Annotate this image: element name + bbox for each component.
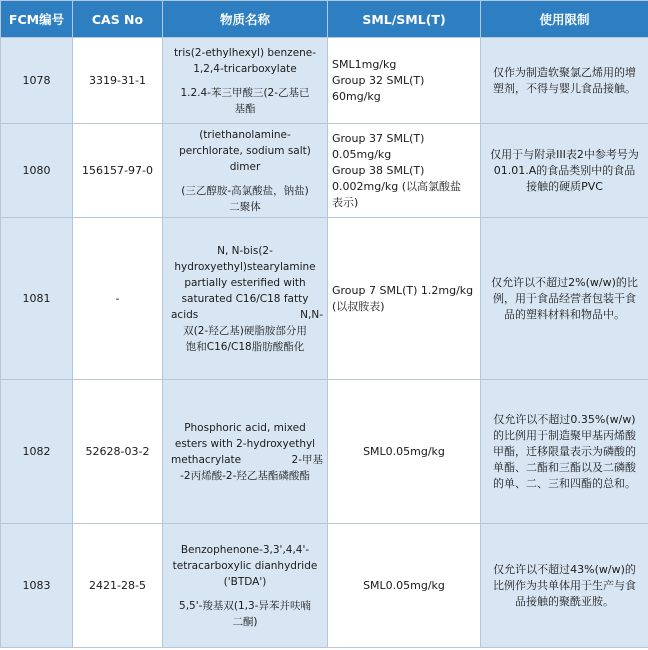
name-en-line: Benzophenone-3,3',4,4'-: [180, 543, 310, 556]
header-restrictions: 使用限制: [481, 1, 648, 38]
restriction-cell: 仅用于与附录III表2中参考号为01.01.A的食品类别中的食品接触的硬质PVC: [481, 124, 648, 218]
table-header-row: [1, 1, 648, 38]
sml-cell: [328, 380, 481, 524]
table-row: [1, 380, 648, 524]
name-en-line: (triethanolamine-: [199, 128, 291, 141]
name-en-line: 1,2,4-tricarboxylate: [193, 62, 297, 75]
name-en-line: N, N-bis(2-: [217, 244, 273, 257]
sml-line: SML0.05mg/kg: [363, 578, 445, 592]
substance-name-cell: [163, 124, 328, 218]
fcm-number-cell: 1081: [1, 218, 73, 380]
table-row: [1, 524, 648, 648]
sml-line: 60mg/kg: [332, 89, 381, 103]
substance-name-cell: [163, 38, 328, 124]
sml-line: Group 32 SML(T): [332, 73, 425, 87]
fcm-number-cell: 1080: [1, 124, 73, 218]
cas-number-cell: 2421-28-5: [73, 524, 163, 648]
name-en-line: hydroxyethyl)stearylamine: [174, 260, 316, 273]
sml-line: 表示): [332, 195, 359, 209]
fcm-number-cell: 1083: [1, 524, 73, 648]
substance-name-cell: [163, 218, 328, 380]
fcm-number-cell: 1078: [1, 38, 73, 124]
name-en-line: ('BTDA'): [223, 575, 267, 588]
sml-line: 0.05mg/kg: [332, 147, 392, 161]
name-en-line: perchlorate, sodium salt): [179, 144, 311, 157]
table-row: [1, 38, 648, 124]
sml-line: 0.002mg/kg (以高氯酸盐: [332, 179, 462, 193]
header-cas-number: CAS No: [73, 1, 163, 38]
name-en-line: tris(2-ethylhexyl) benzene-: [173, 46, 317, 59]
name-en-line: tetracarboxylic dianhydride: [172, 559, 318, 572]
cas-number-cell: 3319-31-1: [73, 38, 163, 124]
name-tail: 2-甲基: [291, 453, 323, 466]
name-en-line: Phosphoric acid, mixed: [184, 421, 306, 434]
sml-line: Group 37 SML(T): [332, 131, 425, 145]
name-en-line: methacrylate 2-甲基: [171, 453, 323, 466]
name-cn-line: 双(2-羟乙基)硬脂胺部分用: [183, 324, 307, 337]
sml-line: Group 38 SML(T): [332, 163, 425, 177]
sml-cell: [328, 218, 481, 380]
cas-number-cell: -: [73, 218, 163, 380]
substance-name-cell: [163, 380, 328, 524]
name-en-line: saturated C16/C18 fatty: [181, 292, 309, 305]
sml-cell: [328, 124, 481, 218]
restriction-cell: 仅允许以不超过0.35%(w/w)的比例用于制造聚甲基丙烯酸甲酯，迁移限量表示为磷酸的单酯、二酯和三酯以及二磷酸的单、二、三和四酯的总和。: [481, 380, 648, 524]
cas-number-cell: 156157-97-0: [73, 124, 163, 218]
name-tail: N,N-: [300, 308, 323, 321]
name-en-line: dimer: [229, 160, 261, 173]
sml-line: (以叔胺表): [332, 299, 385, 313]
name-cn-line: 1.2.4-苯三甲酸三(2-乙基已: [180, 86, 310, 99]
name-cn-line: 饱和C16/C18脂肪酸酯化: [185, 340, 305, 353]
sml-line: SML1mg/kg: [332, 57, 397, 71]
header-sml: SML/SML(T): [328, 1, 481, 38]
name-cn-line: 二酮): [232, 615, 258, 628]
name-cn-line: -2丙烯酸-2-羟乙基酯磷酸酯: [180, 469, 310, 482]
sml-line: SML0.05mg/kg: [363, 444, 445, 458]
table-row: [1, 124, 648, 218]
name-en-line: esters with 2-hydroxyethyl: [174, 437, 316, 450]
cas-number-cell: 52628-03-2: [73, 380, 163, 524]
sml-line: Group 7 SML(T) 1.2mg/kg: [332, 283, 474, 297]
name-en-line: acids N,N-: [171, 308, 323, 321]
sml-cell: [328, 524, 481, 648]
name-cn-line: 基酯: [234, 102, 256, 115]
sml-cell: [328, 38, 481, 124]
table-row: [1, 218, 648, 380]
substance-name-cell: [163, 524, 328, 648]
name-cn-line: 5,5'-羧基双(1,3-异苯并呋喃: [179, 599, 311, 612]
header-substance-name: 物质名称: [163, 1, 328, 38]
restriction-cell: 仅允许以不超过43%(w/w)的比例作为共单体用于生产与食品接触的聚酰亚胺。: [481, 524, 648, 648]
name-cn-line: (三乙醇胺-高氯酸盐，钠盐): [181, 184, 309, 197]
name-en-line: partially esterified with: [184, 276, 306, 289]
restriction-cell: 仅允许以不超过2%(w/w)的比例，用于食品经营者包装干食品的塑料材料和物品中。: [481, 218, 648, 380]
restriction-cell: 仅作为制造软聚氯乙烯用的增塑剂，不得与婴儿食品接触。: [481, 38, 648, 124]
header-fcm-number: FCM编号: [1, 1, 73, 38]
name-cn-line: 二聚体: [229, 200, 261, 213]
fcm-number-cell: 1082: [1, 380, 73, 524]
